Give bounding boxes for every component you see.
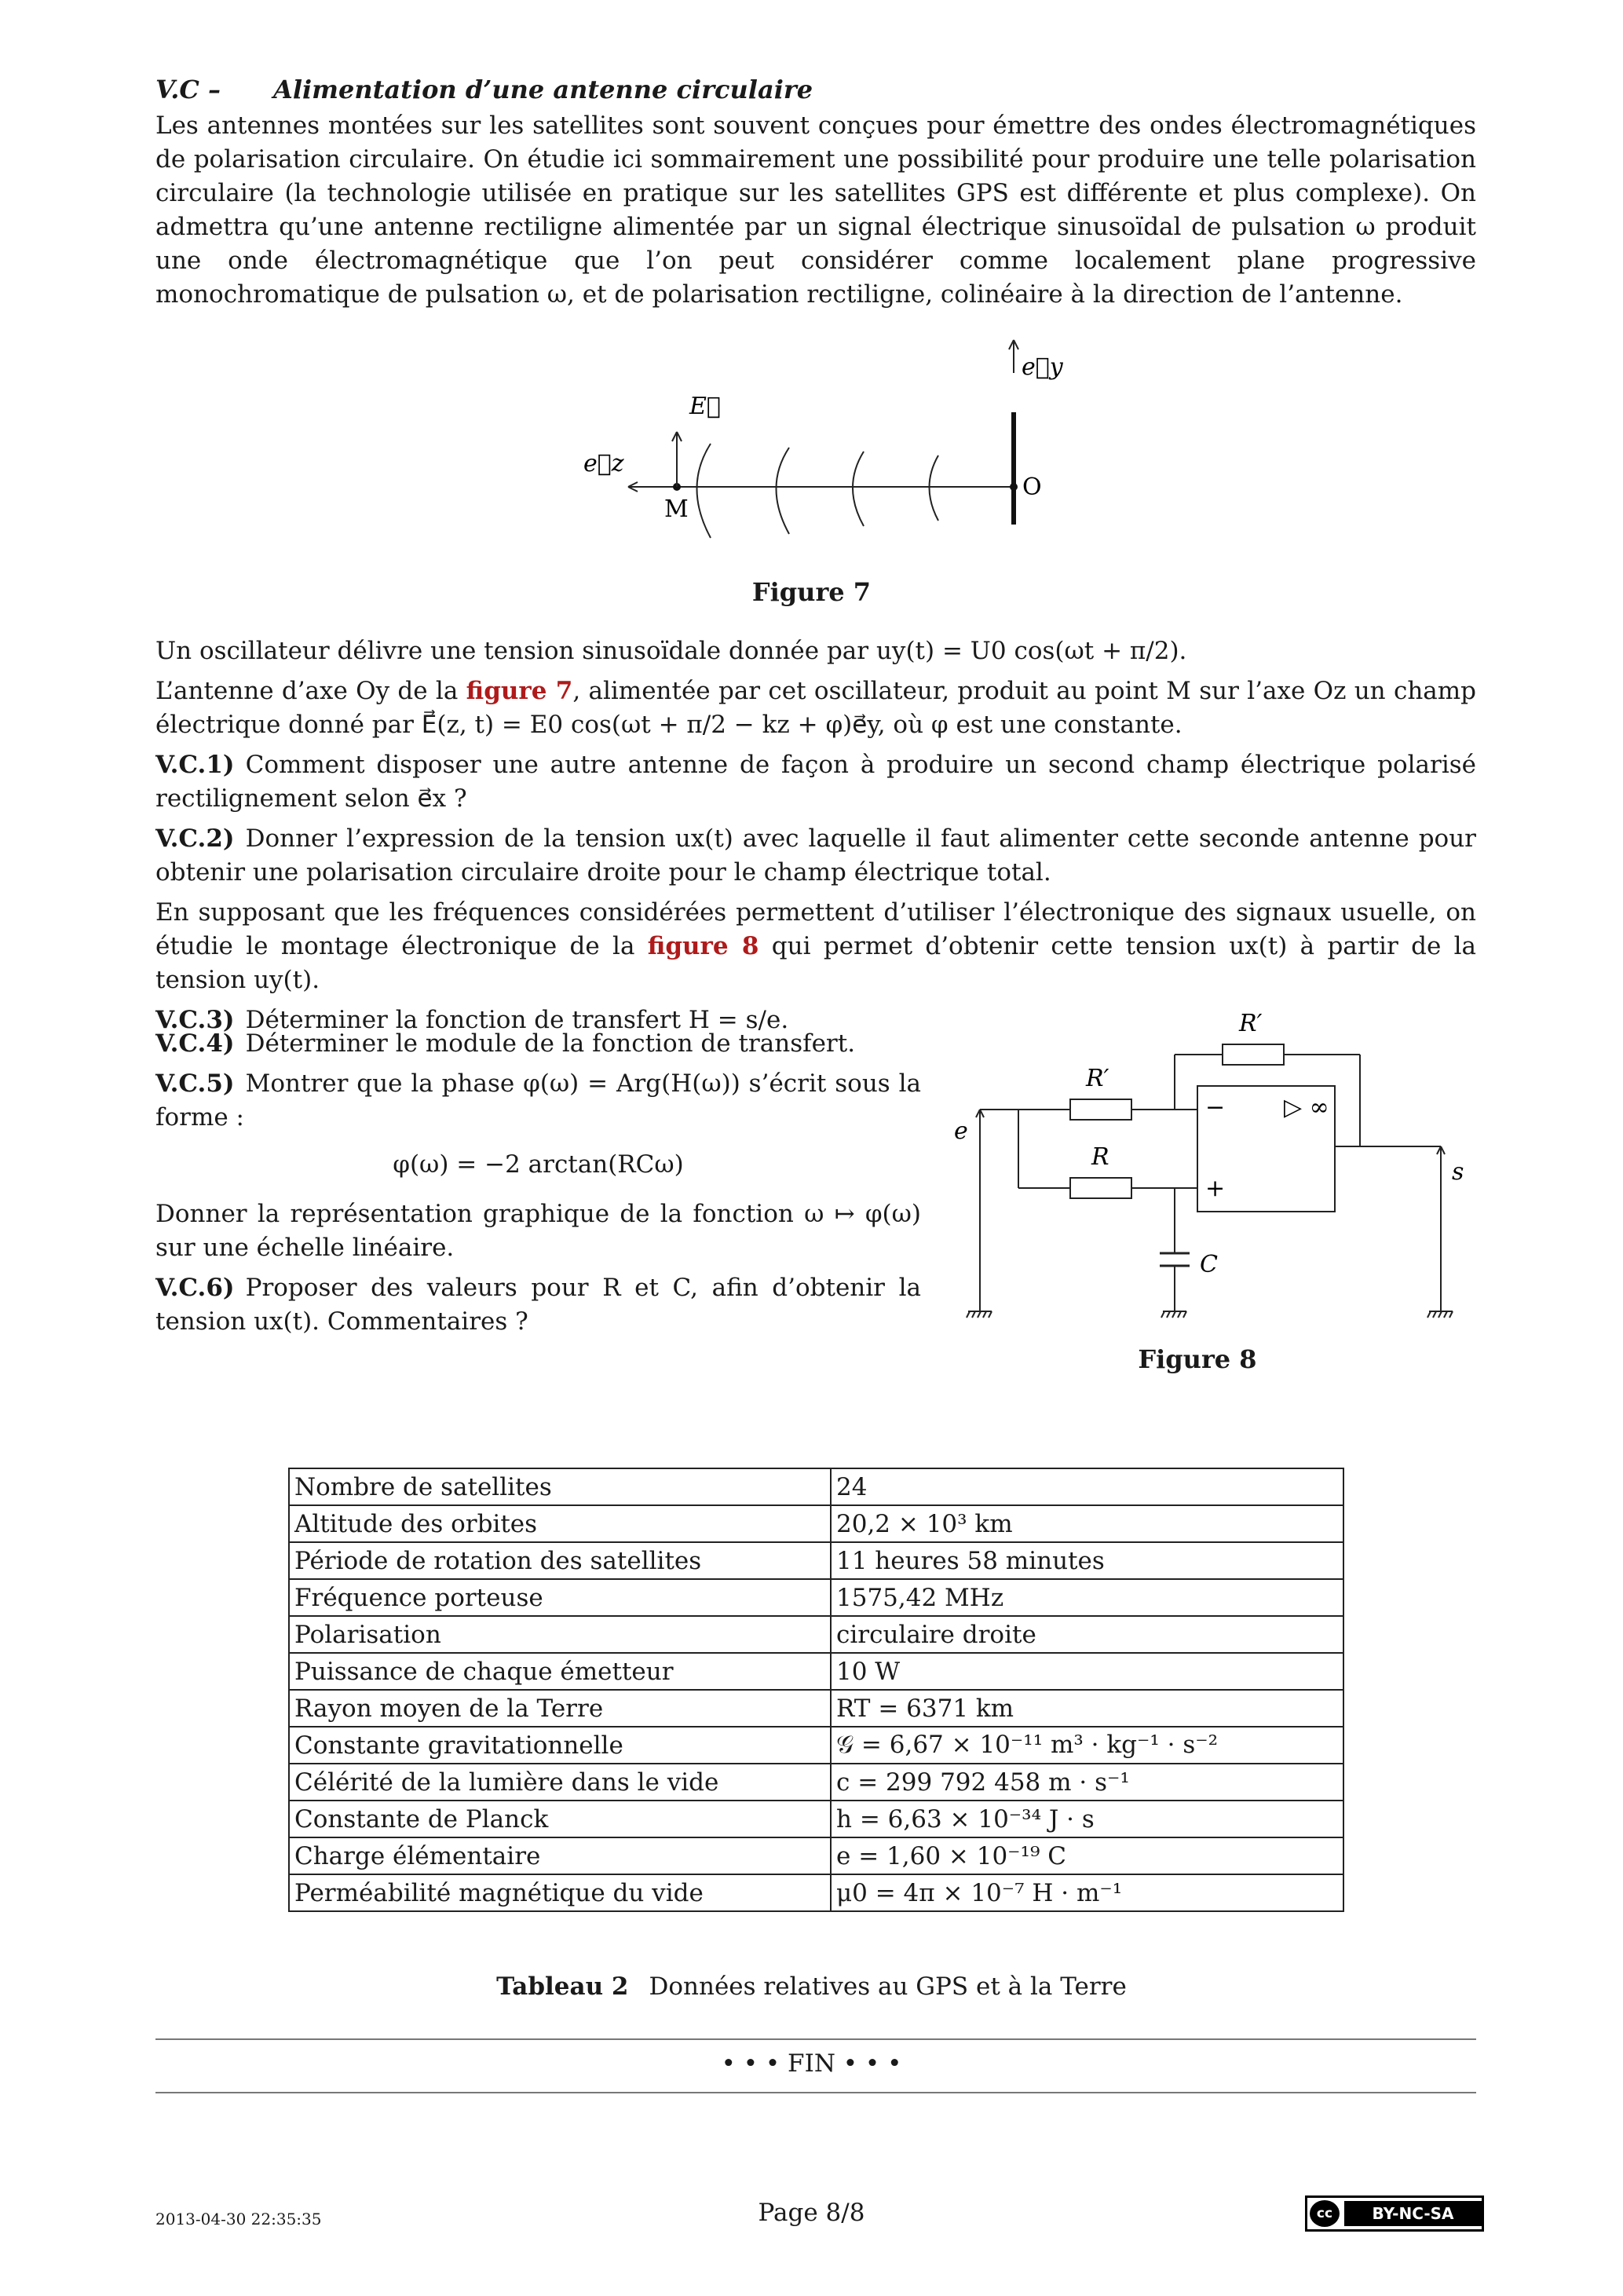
oscillateur-paragraph: Un oscillateur délivre une tension sinusoïdale donnée par uy(t) = U0 cos(ωt + π/2). (155, 637, 1187, 665)
label-e: E⃗ (689, 393, 721, 420)
question-text: Donner l’expression de la tension ux(t) avec laquelle il faut alimenter cette seconde antenne pour obtenir une polarisation circulaire droite pour le champ électrique total. (155, 824, 1476, 887)
phase-formula: φ(ω) = −2 arctan(RCω) (393, 1150, 684, 1179)
table-row (289, 1874, 1343, 1911)
table-row (289, 1542, 1343, 1579)
wavefront-1 (697, 444, 711, 538)
table-cell-value: circulaire droite (831, 1616, 1343, 1653)
wavefront-4 (930, 455, 939, 521)
resistor-rprime (1070, 1099, 1131, 1120)
label-rprime: R′ (1086, 1065, 1109, 1092)
table-cell-value: 𝒢 = 6,67 × 10⁻¹¹ m³ · kg⁻¹ · s⁻² (831, 1727, 1343, 1764)
fin-marker: • • • FIN • • • (721, 2049, 902, 2078)
section-number: V.C – (155, 75, 221, 104)
table-cell-label: Fréquence porteuse (289, 1579, 831, 1616)
question-label: V.C.1) (155, 751, 235, 779)
question-vc6 (155, 1271, 921, 1339)
ground-symbols (967, 1311, 1453, 1318)
wavefront-3 (853, 452, 864, 526)
label-minus: − (1205, 1094, 1226, 1121)
question-label: V.C.2) (155, 824, 235, 853)
label-e: e (954, 1117, 968, 1145)
question-text: Comment disposer une autre antenne de façon à produire un second champ électrique polarisé rectilignement selon e⃗x ? (155, 751, 1476, 813)
label-opamp: ▷ ∞ (1284, 1094, 1329, 1121)
question-label: V.C.5) (155, 1069, 235, 1098)
montage-text-before: En supposant que les fréquences considérées permettent d’utiliser l’électronique des signaux usuelle, on étudie le montage électronique de la (155, 898, 1476, 960)
antenne-paragraph (155, 675, 1476, 742)
question-text: Déterminer la fonction de transfert H = s/e. (245, 1006, 789, 1034)
question-label: V.C.4) (155, 1029, 235, 1058)
table-cell-label: Altitude des orbites (289, 1505, 831, 1542)
table-row (289, 1579, 1343, 1616)
table-row (289, 1468, 1343, 1505)
table-cell-value: 1575,42 MHz (831, 1579, 1343, 1616)
resistor-rprime-feedback (1223, 1044, 1284, 1065)
table-body (289, 1468, 1343, 1911)
table-cell-value: μ0 = 4π × 10⁻⁷ H · m⁻¹ (831, 1874, 1343, 1911)
table-cell-label: Perméabilité magnétique du vide (289, 1874, 831, 1911)
question-text: Montrer que la phase φ(ω) = Arg(H(ω)) s’écrit sous la forme : (155, 1069, 921, 1132)
table-cell-value: e = 1,60 × 10⁻¹⁹ C (831, 1837, 1343, 1874)
resistor-r (1070, 1178, 1131, 1198)
label-plus: + (1205, 1175, 1226, 1202)
wavefront-2 (777, 448, 790, 534)
table-cell-label: Polarisation (289, 1616, 831, 1653)
table-cell-label: Constante gravitationnelle (289, 1727, 831, 1764)
table-cell-label: Charge élémentaire (289, 1837, 831, 1874)
table-row (289, 1616, 1343, 1653)
table-cell-value: 11 heures 58 minutes (831, 1542, 1343, 1579)
figure-7-caption: Figure 7 (751, 577, 872, 607)
label-rprime-feedback: R′ (1239, 1010, 1263, 1037)
question-vc5-graph: Donner la représentation graphique de la fonction ω ↦ φ(ω) sur une échelle linéaire. (155, 1200, 921, 1262)
point-o (1010, 483, 1018, 491)
question-label: V.C.3) (155, 1006, 235, 1034)
figure-8-link[interactable]: figure 8 (647, 932, 759, 960)
question-text: Déterminer le module de la fonction de transfert. (245, 1029, 856, 1058)
table-cell-label: Puissance de chaque émetteur (289, 1653, 831, 1690)
table-caption-label: Tableau 2 (496, 1972, 629, 2001)
table-caption-text: Données relatives au GPS et à la Terre (649, 1972, 1127, 2001)
question-text: Proposer des valeurs pour R et C, afin d’obtenir la tension ux(t). Commentaires ? (155, 1274, 921, 1336)
questions-left-column (155, 1027, 921, 1345)
table-row (289, 1837, 1343, 1874)
figure-7-link[interactable]: figure 7 (466, 677, 573, 705)
main-text (155, 634, 1476, 1044)
label-r: R (1091, 1143, 1109, 1171)
table-caption (0, 1972, 1623, 2001)
question-vc1 (155, 748, 1476, 816)
label-s: s (1452, 1158, 1464, 1186)
table-cell-value: 10 W (831, 1653, 1343, 1690)
table-cell-value: 24 (831, 1468, 1343, 1505)
table-cell-label: Rayon moyen de la Terre (289, 1690, 831, 1727)
section-title (155, 75, 1476, 104)
table-cell-label: Nombre de satellites (289, 1468, 831, 1505)
creative-commons-icon: cc (1310, 2200, 1340, 2227)
footer-page-number: Page 8/8 (758, 2199, 865, 2227)
gps-data-table (288, 1468, 1344, 1912)
question-vc4 (155, 1027, 921, 1061)
table-row (289, 1653, 1343, 1690)
footer-date: 2013-04-30 22:35:35 (155, 2210, 322, 2228)
license-text: BY-NC-SA (1344, 2201, 1482, 2226)
label-ey: e⃗y (1022, 353, 1063, 381)
page-body (155, 75, 1476, 318)
section-title-text: Alimentation d’une antenne circulaire (273, 75, 813, 104)
table-row (289, 1801, 1343, 1837)
table-row (289, 1505, 1343, 1542)
figure-7-diagram (550, 334, 1099, 585)
table-cell-value: 20,2 × 10³ km (831, 1505, 1343, 1542)
table-row (289, 1764, 1343, 1801)
montage-text-after: qui permet d’obtenir cette tension ux(t) à partir de la tension uy(t). (155, 932, 1477, 994)
montage-paragraph (155, 896, 1476, 997)
table-row (289, 1727, 1343, 1764)
antenne-text-after: , alimentée par cet oscillateur, produit au point M sur l’axe Oz un champ électrique donné par E⃗(z, t) = E0 cos(ωt + π/2 − kz + φ)e⃗y, où φ est une constante. (155, 677, 1477, 739)
license-badge[interactable] (1305, 2195, 1484, 2232)
question-vc2 (155, 822, 1476, 890)
label-m: M (664, 495, 689, 523)
antenne-text-before: L’antenne d’axe Oy de la (155, 677, 459, 705)
table-cell-value: c = 299 792 458 m · s⁻¹ (831, 1764, 1343, 1801)
label-ez: e⃗z (583, 450, 624, 477)
figure-8-circuit (946, 997, 1496, 1343)
label-c: C (1200, 1251, 1218, 1278)
intro-paragraph: Les antennes montées sur les satellites sont souvent conçues pour émettre des ondes électromagnétiques de polarisation circulaire. On étudie ici sommairement une possibilité pour produire une telle polarisation circulaire (la technologie utilisée en pratique sur les satellites GPS est différente et plus complexe). On admettra qu’une antenne rectiligne alimentée par un signal électrique sinusoïdal de pulsation ω produit une onde électromagnétique que l’on peut considérer comme localement plane progressive monochromatique de pulsation ω, et de polarisation rectiligne, colinéaire à la direction de l’antenne. (155, 112, 1476, 309)
table-cell-label: Période de rotation des satellites (289, 1542, 831, 1579)
table-cell-value: h = 6,63 × 10⁻³⁴ J · s (831, 1801, 1343, 1837)
question-label: V.C.6) (155, 1274, 235, 1302)
divider-top (155, 2038, 1476, 2040)
question-vc5 (155, 1067, 921, 1135)
table-cell-label: Constante de Planck (289, 1801, 831, 1837)
table-row (289, 1690, 1343, 1727)
table-cell-label: Célérité de la lumière dans le vide (289, 1764, 831, 1801)
figure-8-caption: Figure 8 (1138, 1344, 1257, 1374)
label-o: O (1022, 473, 1042, 501)
divider-bottom (155, 2092, 1476, 2093)
table-cell-value: RT = 6371 km (831, 1690, 1343, 1727)
